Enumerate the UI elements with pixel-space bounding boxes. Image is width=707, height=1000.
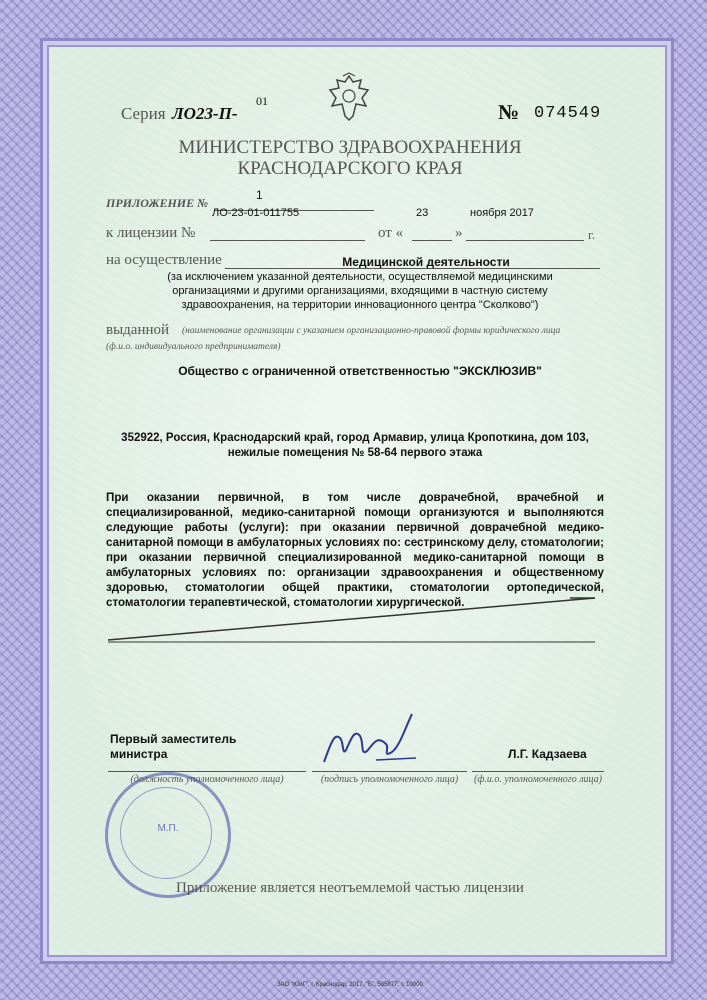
- appendix-label: ПРИЛОЖЕНИЕ №: [106, 196, 209, 210]
- activity-desc-line2: организациями и другими организациями, входящими в частную систему: [172, 285, 548, 297]
- series-label: Серия: [121, 104, 166, 123]
- activity-desc-line3: здравоохранения, на территории инновационного центра "Сколково"): [181, 299, 539, 311]
- license-day: 23: [416, 207, 429, 219]
- handwritten-signature: [316, 706, 426, 770]
- coat-of-arms-icon: [326, 72, 372, 124]
- license-month-year: ноября 2017: [470, 207, 534, 219]
- hint-name: (ф.и.о. уполномоченного лица): [473, 774, 603, 785]
- activity-desc-line1: (за исключением указанной деятельности, осуществляемой медицинскими: [167, 271, 553, 283]
- address-line1: 352922, Россия, Краснодарский край, город Армавир, улица Кропоткина, дом 103,: [121, 432, 589, 444]
- license-number-line: [210, 240, 365, 241]
- signer-position-line2: министра: [110, 747, 168, 761]
- license-from-label: от «: [378, 225, 404, 241]
- ministry-title-line2: КРАСНОДАРСКОГО КРАЯ: [237, 158, 463, 179]
- license-day-line: [412, 240, 452, 241]
- issued-hint-line1: (наименование организации с указанием организационно-правовой формы юридического лица: [182, 326, 561, 336]
- number-value: 074549: [534, 104, 602, 123]
- position-line: [108, 771, 306, 772]
- hint-signature: (подпись уполномоченного лица): [320, 774, 459, 785]
- blank-fill-lines: [100, 584, 605, 646]
- activity-line: [225, 268, 600, 269]
- hint-position: (должность уполномоченного лица): [130, 774, 284, 785]
- stamp-mark: М.П.: [157, 823, 179, 834]
- organization-name: Общество с ограниченной ответственностью "ЭКСКЛЮЗИВ": [178, 364, 542, 378]
- activity-label: на осуществление: [106, 252, 222, 268]
- services-text: При оказании первичной, в том числе доврачебной, врачебной и специализированной, медико-санитарной помощи организуются и выполняются следующие работы (услуги): при оказании первичной доврачебной медико-санитарной помощи в амбулаторных условиях по: сестринскому делу, стоматологии; при оказании первичной специализированной медико-санитарной помощи в амбулаторных условиях по: организации здравоохранения и общественному здоровью, стоматологии общей практики, стоматологии ортопедической, стоматологии терапевтической, стоматологии хирургической.: [106, 491, 604, 609]
- appendix-note: Приложение является неотъемлемой частью лицензии: [176, 880, 524, 896]
- signature-line: [312, 771, 467, 772]
- name-line: [472, 771, 604, 772]
- appendix-number: 1: [256, 188, 263, 202]
- series-value: ЛО23-П-: [172, 104, 238, 123]
- license-label: к лицензии №: [106, 225, 196, 241]
- signer-name: Л.Г. Кадзаева: [508, 747, 587, 761]
- address-line2: нежилые помещения № 58-64 первого этажа: [227, 447, 483, 459]
- license-number: ЛО-23-01-011755: [212, 207, 300, 219]
- license-date-line: [466, 240, 584, 241]
- print-info: ЗАО "ЮиГ", г. Краснодар, 2017, "Б", 585877, т. 10000: [277, 982, 423, 988]
- issued-label: выданной: [106, 322, 170, 338]
- signer-position-line1: Первый заместитель: [110, 732, 237, 746]
- issued-hint-line2: (ф.и.о. индивидуального предпринимателя): [106, 342, 281, 352]
- activity-title: Медицинской деятельности: [342, 255, 510, 269]
- license-year-suffix: г.: [588, 227, 596, 242]
- series-suffix: 01: [256, 94, 268, 108]
- ministry-title-line1: МИНИСТЕРСТВО ЗДРАВООХРАНЕНИЯ: [178, 137, 522, 158]
- number-label: №: [498, 100, 520, 124]
- license-quote-close: »: [455, 225, 463, 241]
